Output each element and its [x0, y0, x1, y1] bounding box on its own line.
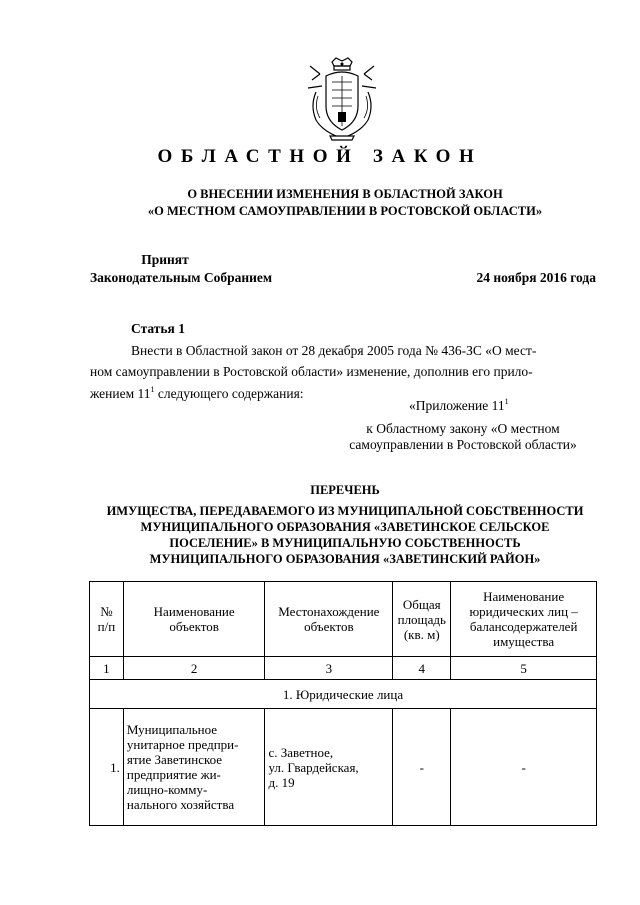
section-row	[90, 680, 597, 709]
header-location-line-1: Местонахождение	[278, 604, 380, 619]
list-title-line-4: МУНИЦИПАЛЬНОГО ОБРАЗОВАНИЯ «ЗАВЕТИНСКИЙ РАЙОН»	[149, 552, 541, 566]
object-area: -	[393, 709, 451, 826]
header-location-line-2: объектов	[304, 619, 354, 634]
object-name-line: ятие Заветинское	[126, 752, 223, 767]
header-holder-line-3: балансодержателей	[469, 619, 578, 634]
column-number: 1	[90, 657, 124, 680]
object-name-line: нального хозяйства	[126, 797, 235, 812]
header-holder-line-2: юридических лиц –	[469, 604, 578, 619]
law-subtitle-line-1: О ВНЕСЕНИИ ИЗМЕНЕНИЯ В ОБЛАСТНОЙ ЗАКОН	[187, 187, 503, 201]
appendix-line-2: к Областному закону «О местном	[366, 421, 560, 436]
adoption-date: 24 ноября 2016 года	[476, 270, 596, 285]
header-name-line-2: объектов	[169, 619, 219, 634]
law-title: ОБЛАСТНОЙ ЗАКОН	[157, 146, 483, 167]
article-text-line-3	[90, 385, 304, 402]
balance-holder: -	[451, 709, 597, 826]
table-header-row	[90, 582, 597, 657]
list-title-line-3: ПОСЕЛЕНИЕ» В МУНИЦИПАЛЬНУЮ СОБСТВЕННОСТЬ	[169, 536, 521, 550]
header-area-line-3: (кв. м)	[403, 626, 440, 642]
article-text-line-3-end: следующего содержания:	[154, 386, 304, 401]
article-heading: Статья 1	[131, 321, 185, 336]
object-name-line: унитарное предпри-	[126, 737, 239, 752]
list-heading: ПЕРЕЧЕНЬ	[310, 483, 380, 497]
adopted-by: Законодательным Собранием	[90, 270, 273, 285]
object-name	[123, 709, 265, 826]
header-name-line-1: Наименование	[153, 604, 235, 619]
object-location-line: д. 19	[268, 774, 295, 790]
column-number-row	[90, 657, 597, 680]
header-holder-line-4: имущества	[493, 634, 555, 649]
header-holder-line-1: Наименование	[483, 589, 565, 604]
object-name-line: Муниципальное	[126, 722, 218, 737]
table-row	[90, 709, 597, 826]
appendix-label	[409, 397, 509, 414]
appendix-superscript: 1	[504, 397, 509, 406]
column-number: 4	[393, 657, 451, 680]
header-area-line-2: площадь	[397, 611, 446, 627]
list-title-line-2: МУНИЦИПАЛЬНОГО ОБРАЗОВАНИЯ «ЗАВЕТИНСКОЕ СЕЛЬСКОЕ	[140, 520, 550, 534]
header-number-line-2: п/п	[97, 619, 116, 634]
property-table	[89, 581, 597, 826]
adopted-label: Принят	[141, 252, 189, 267]
column-number: 2	[123, 657, 265, 680]
object-location	[265, 709, 393, 826]
header-number	[90, 582, 124, 657]
appendix-label-text: «Приложение 11	[409, 398, 505, 413]
column-number: 3	[265, 657, 393, 680]
section-title: 1. Юридические лица	[90, 680, 597, 709]
header-area-line-1: Общая	[402, 596, 441, 612]
article-text-line-2: ном самоуправлении в Ростовской области» изменение, дополнив его прило-	[90, 364, 533, 379]
object-name-line: лищно-комму-	[126, 782, 208, 797]
header-holder	[451, 582, 597, 657]
header-location	[265, 582, 393, 657]
header-name	[123, 582, 265, 657]
object-location-line: ул. Гвардейская,	[268, 759, 359, 775]
article-superscript: 1	[150, 385, 155, 394]
article-text-line-1: Внести в Областной закон от 28 декабря 2005 года № 436-ЗС «О мест-	[131, 343, 537, 358]
column-number: 5	[451, 657, 597, 680]
appendix-line-3: самоуправлении в Ростовской области»	[349, 437, 577, 452]
law-subtitle-line-2: «О МЕСТНОМ САМОУПРАВЛЕНИИ В РОСТОВСКОЙ ОБЛАСТИ»	[147, 204, 543, 218]
object-location-line: с. Заветное,	[268, 744, 334, 760]
header-area	[393, 582, 451, 657]
article-text-line-3-start: жением 11	[90, 386, 151, 401]
header-number-line-1: №	[100, 604, 113, 619]
object-name-line: предприятие жи-	[126, 767, 221, 782]
list-title-line-1: ИМУЩЕСТВА, ПЕРЕДАВАЕМОГО ИЗ МУНИЦИПАЛЬНОЙ СОБСТВЕННОСТИ	[106, 504, 584, 518]
coat-of-arms-icon	[302, 56, 382, 142]
row-number: 1.	[90, 709, 124, 826]
